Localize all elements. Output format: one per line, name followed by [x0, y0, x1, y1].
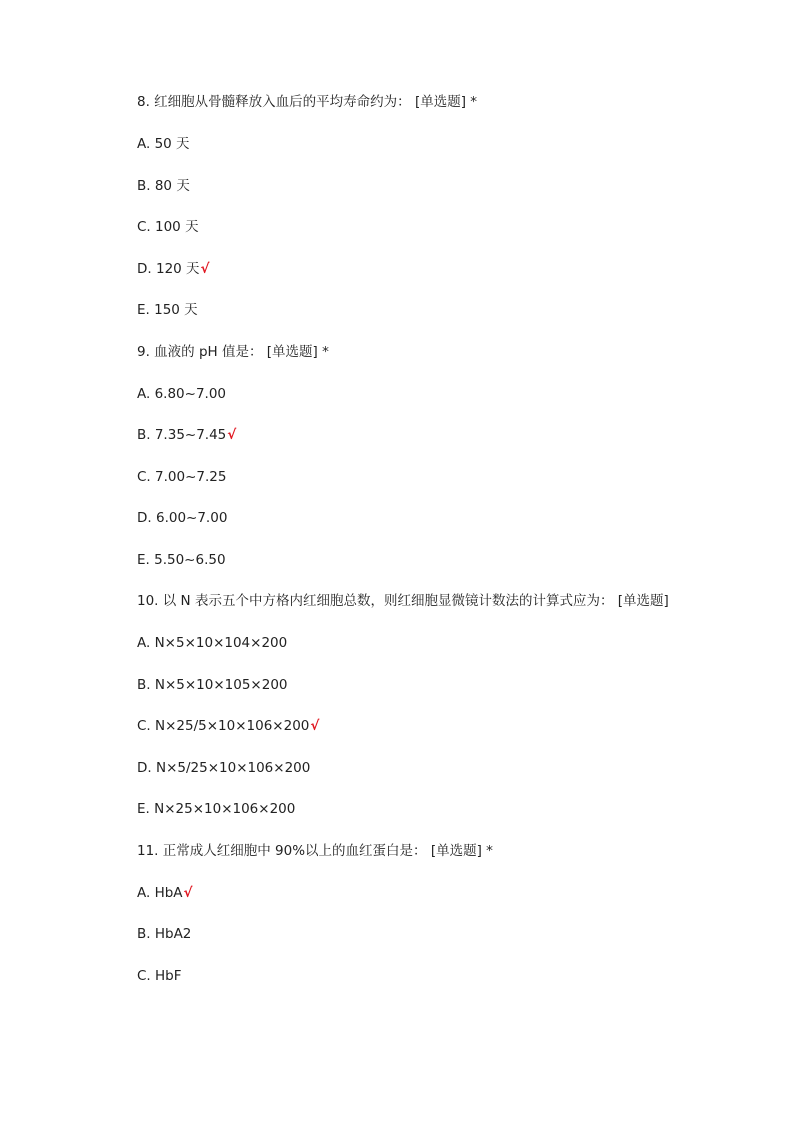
- correct-check-icon: √: [310, 718, 320, 734]
- q10-option-b: B. N×5×10×105×200: [137, 677, 288, 693]
- correct-check-icon: √: [200, 261, 210, 277]
- q10-option-a: A. N×5×10×104×200: [137, 635, 288, 651]
- q9-option-c: C. 7.00~7.25: [137, 469, 227, 485]
- q8-option-e: E. 150 天: [137, 302, 198, 318]
- q8-option-a: A. 50 天: [137, 136, 190, 152]
- q11-option-c: C. HbF: [137, 968, 182, 984]
- q10-option-d: D. N×5/25×10×106×200: [137, 760, 311, 776]
- q8-option-c: C. 100 天: [137, 219, 199, 235]
- q8-option-d: D. 120 天√: [137, 261, 210, 277]
- correct-check-icon: √: [183, 885, 193, 901]
- q11-option-a: A. HbA√: [137, 885, 193, 901]
- q8-option-b: B. 80 天: [137, 178, 190, 194]
- q11-option-b: B. HbA2: [137, 926, 192, 942]
- question-10-text: 10. 以 N 表示五个中方格内红细胞总数，则红细胞显微镜计数法的计算式应为： [单选题]: [137, 593, 669, 609]
- q9-option-a: A. 6.80~7.00: [137, 386, 227, 402]
- q9-option-e: E. 5.50~6.50: [137, 552, 226, 568]
- q9-option-d: D. 6.00~7.00: [137, 510, 228, 526]
- question-11-text: 11. 正常成人红细胞中 90%以上的血红蛋白是： [单选题] *: [137, 843, 493, 859]
- q10-option-c: C. N×25/5×10×106×200√: [137, 718, 320, 734]
- q10-option-e: E. N×25×10×106×200: [137, 801, 296, 817]
- correct-check-icon: √: [227, 427, 237, 443]
- question-8-text: 8. 红细胞从骨髓释放入血后的平均寿命约为： [单选题] *: [137, 94, 478, 110]
- question-9-text: 9. 血液的 pH 值是： [单选题] *: [137, 344, 329, 360]
- q9-option-b: B. 7.35~7.45√: [137, 427, 237, 443]
